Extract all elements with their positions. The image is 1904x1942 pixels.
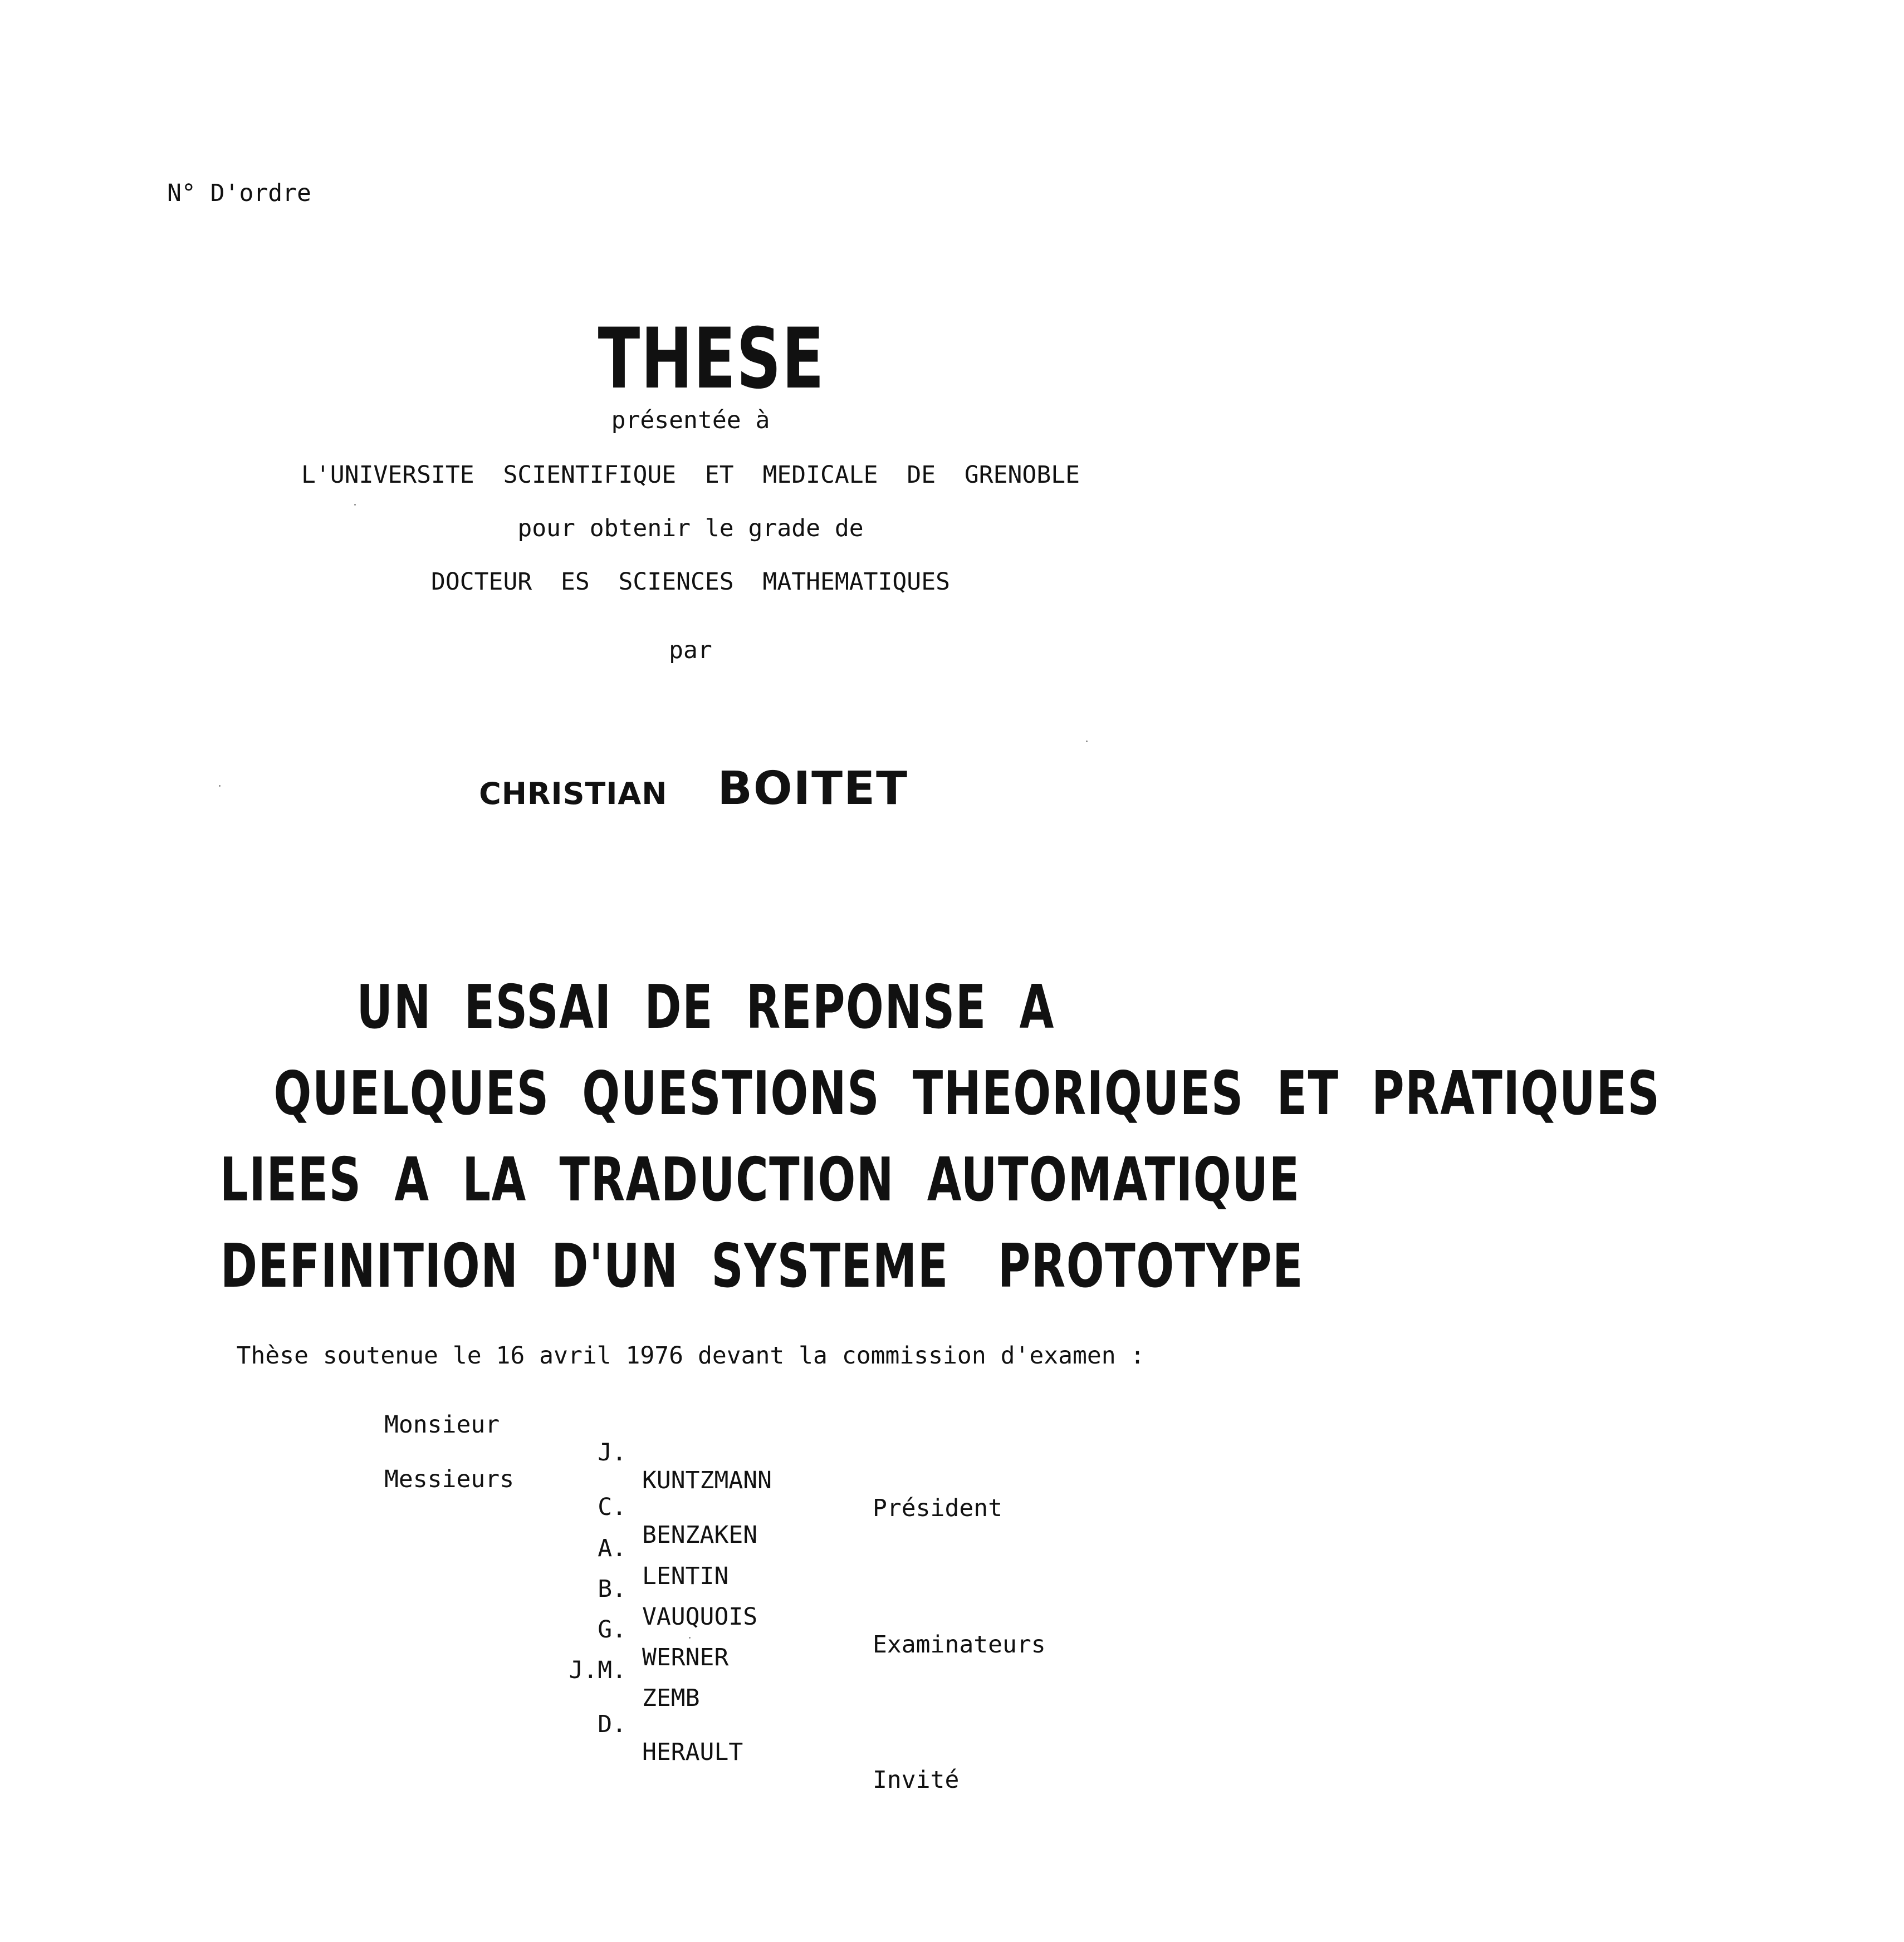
member-title: Monsieur bbox=[384, 1411, 500, 1439]
document-type-heading bbox=[0, 225, 1381, 408]
member-surname: KUNTZMANN bbox=[642, 1467, 772, 1494]
member-surname: VAUQUOIS bbox=[642, 1603, 758, 1631]
thesis-title-text: QUELQUES QUESTIONS THEORIQUES ET PRATIQUES bbox=[273, 1059, 1661, 1129]
university-line: L'UNIVERSITE SCIENTIFIQUE ET MEDICALE DE GRENOBLE bbox=[301, 461, 1080, 489]
member-title: Messieurs bbox=[384, 1465, 514, 1493]
by-line: par bbox=[669, 636, 712, 664]
member-surname: HERAULT bbox=[642, 1738, 743, 1766]
thesis-title-text: DEFINITION D'UN SYSTEME PROTOTYPE bbox=[220, 1232, 1304, 1301]
member-initial: D. bbox=[598, 1710, 626, 1738]
member-initial: C. bbox=[598, 1493, 626, 1521]
document-type-text: THESE bbox=[598, 311, 825, 408]
member-initial: A. bbox=[598, 1534, 626, 1562]
member-role: Examinateurs bbox=[873, 1631, 1046, 1659]
presented-to-line: présentée à bbox=[611, 406, 770, 434]
member-initial: G. bbox=[598, 1616, 626, 1644]
thesis-title-text: LIEES A LA TRADUCTION AUTOMATIQUE bbox=[219, 1145, 1300, 1215]
member-initial: B. bbox=[598, 1575, 626, 1603]
defense-statement: Thèse soutenue le 16 avril 1976 devant la commission d'examen : bbox=[236, 1342, 1145, 1370]
member-initial: J. bbox=[598, 1439, 626, 1467]
member-surname: ZEMB bbox=[642, 1684, 700, 1712]
author-name bbox=[0, 752, 1381, 815]
scan-speck bbox=[354, 504, 356, 506]
degree-line: DOCTEUR ES SCIENCES MATHEMATIQUES bbox=[431, 568, 950, 596]
thesis-title-line bbox=[0, 1166, 1381, 1301]
member-role: Invité bbox=[873, 1766, 960, 1794]
member-role: Président bbox=[873, 1494, 1002, 1522]
member-surname: LENTIN bbox=[642, 1562, 729, 1590]
member-surname: BENZAKEN bbox=[642, 1521, 758, 1549]
author-first-name: CHRISTIAN bbox=[479, 776, 668, 811]
thesis-title-text: UN ESSAI DE REPONSE A bbox=[356, 973, 1055, 1042]
order-number: N° D'ordre bbox=[167, 179, 311, 207]
member-surname: WERNER bbox=[642, 1644, 729, 1671]
author-last-name: BOITET bbox=[717, 762, 909, 815]
member-initial: J.M. bbox=[569, 1656, 626, 1684]
purpose-line: pour obtenir le grade de bbox=[517, 514, 864, 542]
scan-speck bbox=[1086, 740, 1088, 742]
scan-speck bbox=[219, 785, 221, 787]
scan-speck bbox=[689, 1637, 691, 1639]
